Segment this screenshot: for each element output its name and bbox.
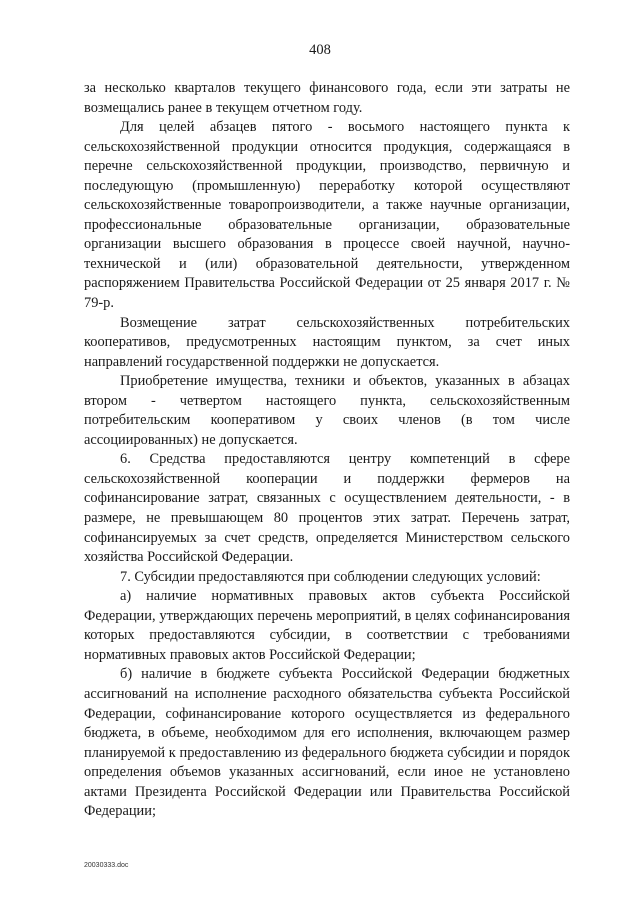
- paragraph-property-acquisition: Приобретение имущества, техники и объектов, указанных в абзацах втором - четвертом настоящего пункта, сельскохозяйственным потребительским кооперативом у своих членов (в том числе ассоциированных) не допускается.: [84, 373, 570, 448]
- paragraph-item-7a: а) наличие нормативных правовых актов субъекта Российской Федерации, утверждающих перечень мероприятий, в целях софинансирования которых предоставляются субсидии, в соответствии с требованиями нормативных правовых актов Российской Федерации;: [84, 588, 570, 663]
- footer-doc-id: 20030333.doc: [84, 862, 129, 869]
- paragraph-item-6: 6. Средства предоставляются центру компетенций в сфере сельскохозяйственной кооперации и поддержки фермеров на софинансирование затрат, связанных с осуществлением деятельности, - в размере, не превышающем 80 процентов этих затрат. Перечень затрат, софинансируемых за счет средств, определяется Министерством сельского хозяйства Российской Федерации.: [84, 451, 570, 566]
- paragraph-item-7: 7. Субсидии предоставляются при соблюдении следующих условий:: [120, 568, 541, 585]
- paragraph-agricultural-products-definition: Для целей абзацев пятого - восьмого настоящего пункта к сельскохозяйственной продукции относится продукция, содержащаяся в перечне сельскохозяйственной продукции, производство, первичную и последующую (промышленную) переработку которой осуществляют сельскохозяйственные товаропроизводители, а также научные организации, профессиональные образовательные организации, образовательные организации высшего образования в процессе своей научной, научно-технической и (или) образовательной деятельности, утвержденном распоряжением Правительства Российской Федерации от 25 января 2017 г. № 79-р.: [84, 119, 570, 312]
- paragraph-cost-reimbursement: Возмещение затрат сельскохозяйственных потребительских кооперативов, предусмотренных настоящим пунктом, за счет иных направлений государственной поддержки не допускается.: [84, 314, 570, 370]
- paragraph-item-7b: б) наличие в бюджете субъекта Российской Федерации бюджетных ассигнований на исполнение расходного обязательства субъекта Российской Федерации, софинансирование которого осуществляется из федерального бюджета, в объеме, необходимом для его исполнения, включающем размер планируемой к предоставлению из федерального бюджета субсидии и порядок определения объемов указанных ассигнований, если иное не установлено актами Президента Российской Федерации или Правительства Российской Федерации;: [84, 666, 570, 820]
- document-body: [84, 79, 570, 822]
- page-number: 408: [309, 42, 331, 58]
- paragraph-continuation: за несколько кварталов текущего финансового года, если эти затраты не возмещались ранее в текущем отчетном году.: [84, 80, 570, 116]
